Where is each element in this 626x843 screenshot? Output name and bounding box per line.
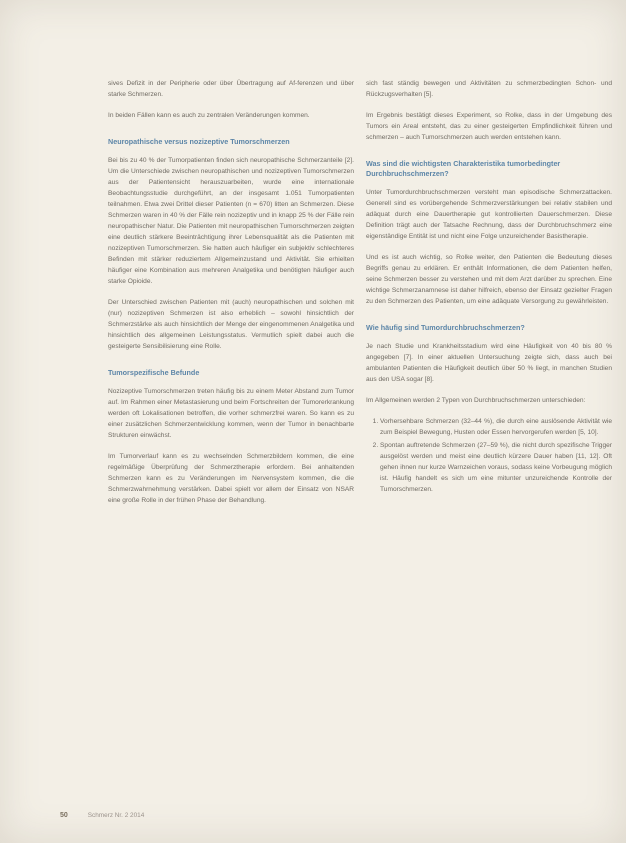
list-item: 2. Spontan auftretende Schmerzen (27–59 %), die nicht durch spezifische Trigger ausgelöst werden und meist eine deutlich kürzere Dauer haben [11, 12]. Oft gehen ihnen nur kurze Warnzeichen voraus, sodass keine Vorbeugung möglich ist. Häufig handelt es sich um eine mitunter unzureichende Kontrolle der Tumorschmerzen. — [380, 440, 612, 495]
characteristics-paragraph-1: Unter Tumordurchbruchschmerzen versteht man episodische Schmerzattacken. Generell sind es vorübergehende Schmerzverstärkungen bei relativ stabilen und adäquat durch eine Dauertherapie gut kontrollierten Dauerschmerzen. Diese Definition trägt auch der Tatsache Rechnung, dass der Durchbruchschmerz eine eigenständige Entität ist und nicht eine Folge unzureichender Basistherapie. — [366, 189, 612, 240]
intro-paragraph-2: In beiden Fällen kann es auch zu zentralen Veränderungen kommen. — [108, 112, 310, 119]
continued-paragraph-2: Im Ergebnis bestätigt dieses Experiment, so Rolke, dass in der Umgebung des Tumors ein Areal entsteht, das zu einer gesteigerten Empfindlichkeit führen und schmerzen – auch Tumorschmerzen auch werden entstehen kann. — [366, 112, 612, 141]
tumor-paragraph-2: Im Tumorverlauf kann es zu wechselnden Schmerzbildern kommen, die eine regelmäßige Überprüfung der Schmerztherapie erfordern. Bei anhaltenden Schmerzen kann es zu Veränderungen im Nervensystem kommen, die die Schmerzwahrnehmung verstärken. Dabei spielt vor allem der Einsatz von NSAR eine große Rolle in der frühen Phase der Behandlung. — [108, 453, 354, 504]
continued-paragraph-1: sich fast ständig bewegen und Aktivitäten zu schmerzbedingten Schon- und Rückzugsverhalten [5]. — [366, 80, 612, 98]
neuropathic-paragraph-2: Der Unterschied zwischen Patienten mit (auch) neuropathischen und solchen mit (nur) nozizeptiven Schmerzen ist also erheblich – sowohl hinsichtlich der Schmerzstärke als auch hinsichtlich der Menge der eingenommenen Analgetika und hinsichtlich des allgemeinen Leistungsstatus. Vermutlich spielt dabei auch die gesteigerte Sensibilisierung eine Rolle. — [108, 299, 354, 350]
heading-neuropathic: Neuropathische versus nozizeptive Tumorschmerzen — [108, 137, 290, 146]
heading-tumor-specific: Tumorspezifische Befunde — [108, 368, 200, 377]
characteristics-paragraph-2: Und es ist auch wichtig, so Rolke weiter, den Patienten die Bedeutung dieses Begriffs genau zu erklären. Er enthält Informationen, die dem Patienten helfen, seine Schmerzen besser zu verstehen und mit dem Arzt darüber zu sprechen. Eine wichtige Schmerzanamnese ist daher hilfreich, ebenso der Einsatz gezielter Fragen zu den Schmerzen des Patienten, um eine adäquate Versorgung zu gewährleisten. — [366, 254, 612, 305]
pain-types-list — [366, 416, 612, 495]
page-footer — [60, 808, 144, 822]
right-column — [366, 78, 612, 497]
page-number: 50 — [60, 811, 68, 819]
frequency-paragraph-1: Je nach Studie und Krankheitsstadium wird eine Häufigkeit von 40 bis 80 % angegeben [7]. In einer aktuellen Untersuchung zeigte sich, dass auch bei ambulanten Patienten die Häufigkeit deutlich über 50 % liegt, in manchen Studien aus den USA sogar [8]. — [366, 343, 612, 383]
intro-paragraph-1: sives Defizit in der Peripherie oder über Übertragung auf Af-ferenzen und über starke Schmerzen. — [108, 80, 354, 98]
neuropathic-paragraph-1: Bei bis zu 40 % der Tumorpatienten finden sich neuropathische Schmerzanteile [2]. Um die Unterschiede zwischen neuropathischen und nozizeptiven Tumorschmerzen aus der Patientensicht herauszuarbeiten, wurde eine internationale Beobachtungsstudie durchgeführt, an der insgesamt 1.051 Tumorpatienten teilnahmen. Etwa zwei Drittel dieser Patienten (n = 670) litten an Schmerzen. Diese Schmerzen waren in 40 % der Fälle rein nozizeptiv und in knapp 25 % der Fälle rein neuropathischer Natur. Die Patienten mit neuropathischen Tumorschmerzen zeigten eine deutlich stärkere Beeinträchtigung ihrer Lebensqualität als die Patienten mit nozizeptiven Tumorschmerzen. Sie hatten auch häufiger ein subjektiv schlechteres Befinden mit stärker reduziertem Allgemeinzustand und Aktivität. Sie erhielten häufiger eine Kombination aus mehreren Analgetika und benötigten häufiger auch starke Opioide. — [108, 157, 354, 285]
list-item: 1. Vorhersehbare Schmerzen (32–44 %), die durch eine auslösende Aktivität wie zum Beispiel Bewegung, Husten oder Essen hervorgerufen werden [5, 10]. — [380, 416, 612, 438]
journal-reference: Schmerz Nr. 2 2014 — [87, 811, 145, 819]
left-column — [108, 78, 354, 516]
heading-frequency: Wie häufig sind Tumordurchbruchschmerzen? — [366, 323, 525, 332]
frequency-paragraph-2: Im Allgemeinen werden 2 Typen von Durchbruchschmerzen unterschieden: — [366, 397, 586, 404]
tumor-paragraph-1: Nozizeptive Tumorschmerzen treten häufig bis zu einem Meter Abstand zum Tumor auf. Im Rahmen einer Metastasierung und beim Fortschreiten der Tumorerkrankung werden oft Lokalisationen betroffen, die vorher schmerzfrei waren. So kann es zu einer zusätzlichen Schmerzentwicklung kommen, wenn der Tumor in benachbarte Strukturen einwächst. — [108, 388, 354, 439]
heading-characteristics: Was sind die wichtigsten Charakteristika tumorbedingter Durchbruchschmerzen? — [366, 159, 561, 178]
